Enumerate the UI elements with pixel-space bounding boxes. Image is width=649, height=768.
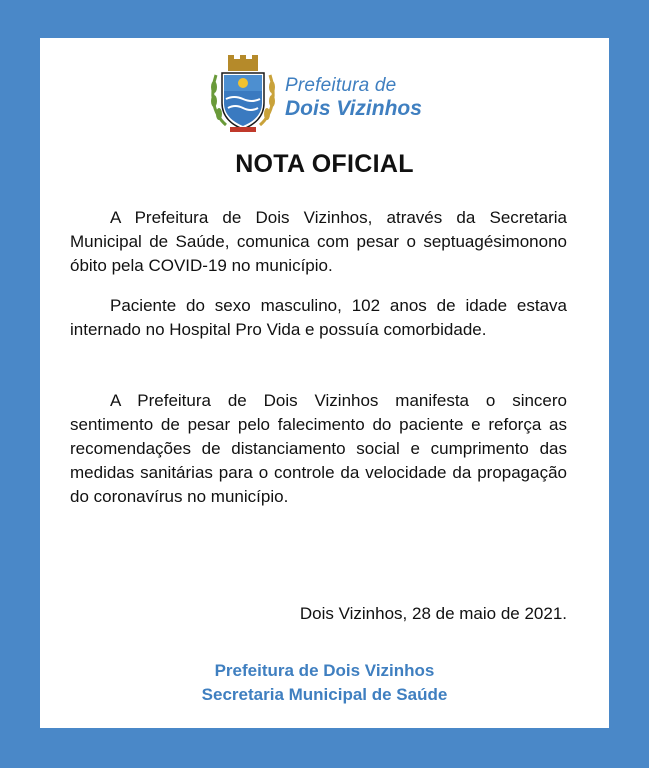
logo-line-2: Dois Vizinhos (285, 97, 422, 120)
signature-block (40, 659, 609, 707)
page-title: NOTA OFICIAL (235, 150, 414, 178)
date-line: Dois Vizinhos, 28 de maio de 2021. (299, 604, 567, 623)
signature-line-1: Prefeitura de Dois Vizinhos (214, 661, 435, 680)
logo-wordmark (285, 75, 422, 121)
paragraph-1: A Prefeitura de Dois Vizinhos, através da Secretaria Municipal de Saúde, comunica com pesar o septuagésimonono óbito pela COVID-19 no município. (70, 208, 567, 275)
logo-line-1: Prefeitura de (285, 75, 397, 96)
municipal-logo (208, 53, 470, 133)
paragraph-3: A Prefeitura de Dois Vizinhos manifesta o sincero sentimento de pesar pelo falecimento do paciente e reforça as recomendações de distanciamento social e cumprimento das medidas sanitárias para o controle da velocidade da propagação do coronavírus no município. (70, 391, 567, 506)
document-page (40, 38, 609, 728)
coat-of-arms-icon (208, 53, 278, 133)
paragraph-2: Paciente do sexo masculino, 102 anos de idade estava internado no Hospital Pro Vida e possuía comorbidade. (70, 296, 567, 339)
signature-line-2: Secretaria Municipal de Saúde (201, 685, 448, 704)
